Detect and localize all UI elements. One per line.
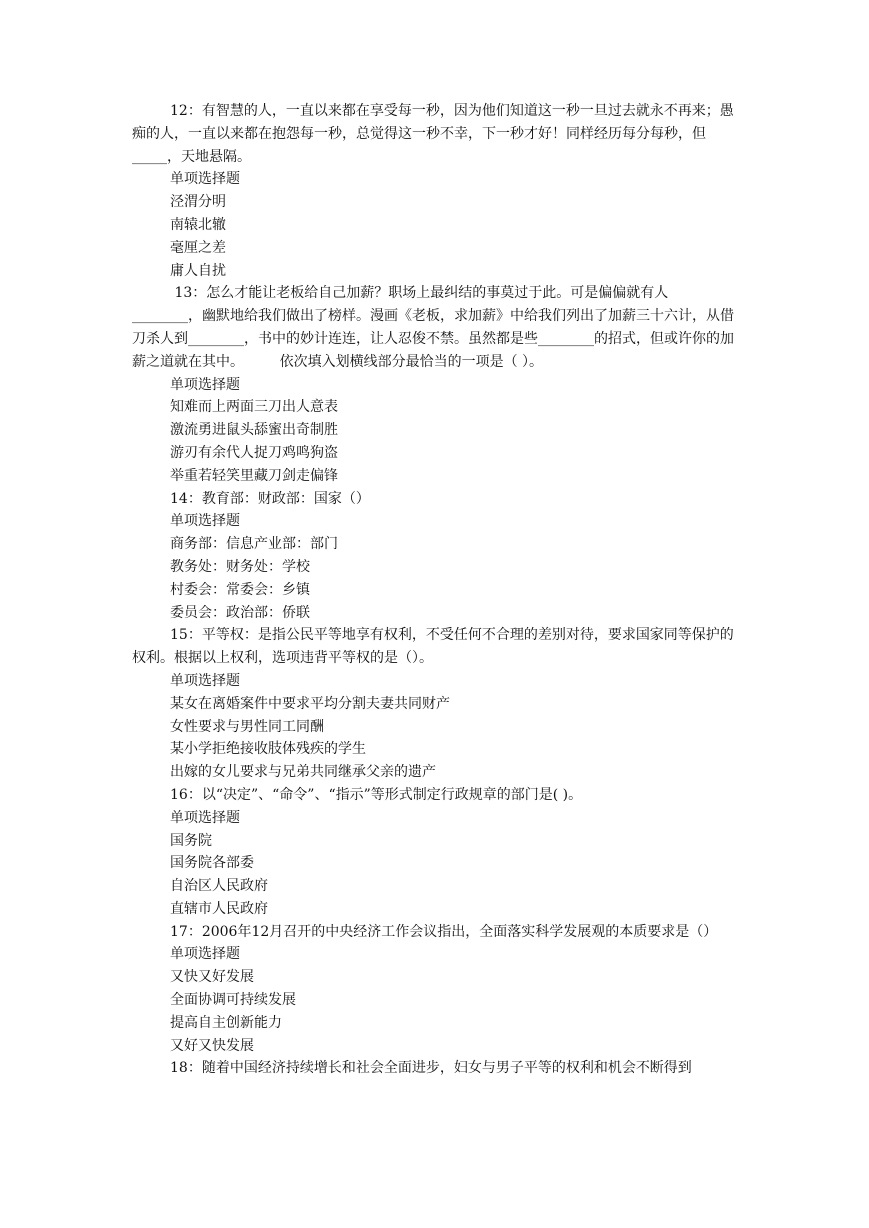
- option: 自治区人民政府: [170, 878, 268, 895]
- question-12: [132, 100, 738, 282]
- question-15: [132, 624, 738, 784]
- question-stem: 17：2006年12月召开的中央经济工作会议指出，全面落实科学发展观的本质要求是（）: [170, 923, 718, 940]
- option: 教务处：财务处：学校: [170, 558, 310, 575]
- option: 直辖市人民政府: [170, 900, 268, 917]
- option: 毫厘之差: [170, 239, 226, 256]
- option: 出嫁的女儿要求与兄弟共同继承父亲的遗产: [170, 764, 436, 781]
- question-14: [132, 488, 738, 625]
- question-16: [132, 784, 738, 921]
- question-stem: 14：教育部：财政部：国家（）: [170, 490, 370, 507]
- question-type: 单项选择题: [170, 672, 240, 689]
- question-type: 单项选择题: [170, 809, 240, 826]
- option: 又快又好发展: [170, 969, 254, 986]
- question-stem: 15：平等权：是指公民平等地享有权利，不受任何不合理的差别对待，要求国家同等保护的权利。根据以上权利，选项违背平等权的是（）。: [132, 627, 734, 667]
- option: 提高自主创新能力: [170, 1014, 282, 1031]
- option: 南辕北辙: [170, 216, 226, 233]
- question-18: [132, 1057, 738, 1080]
- option: 泾渭分明: [170, 194, 226, 211]
- option: 激流勇进鼠头舔蜜出奇制胜: [170, 422, 338, 439]
- question-stem: 12：有智慧的人，一直以来都在享受每一秒，因为他们知道这一秒一旦过去就永不再来；愚痴的人，一直以来都在抱怨每一秒，总觉得这一秒不幸，下一秒才好！同样经历每分每秒，但_____，天地悬隔。: [132, 103, 734, 165]
- question-stem: 16：以“决定”、“命令”、“指示”等形式制定行政规章的部门是( )。: [170, 786, 583, 803]
- option: 女性要求与男性同工同酬: [170, 718, 324, 735]
- option: 商务部：信息产业部：部门: [170, 536, 338, 553]
- option: 国务院各部委: [170, 855, 254, 872]
- question-type: 单项选择题: [170, 946, 240, 963]
- option: 全面协调可持续发展: [170, 992, 296, 1009]
- question-13: [132, 282, 738, 487]
- question-stem: 13：怎么才能让老板给自己加薪？职场上最纠结的事莫过于此。可是偏偏就有人________，幽默地给我们做出了榜样。漫画《老板，求加薪》中给我们列出了加薪三十六计，从借刀杀人到________，书中的妙计连连，让人忍俊不禁。虽然都是些________的招式，但或许你的加薪之道就在其中。 依次填入划横线部分最恰当的一项是（ ）。: [132, 285, 734, 370]
- option: 某女在离婚案件中要求平均分割夫妻共同财产: [170, 695, 450, 712]
- question-type: 单项选择题: [170, 376, 240, 393]
- option: 游刃有余代人捉刀鸡鸣狗盗: [170, 444, 338, 461]
- option: 举重若轻笑里藏刀剑走偏锋: [170, 467, 338, 484]
- question-type: 单项选择题: [170, 513, 240, 530]
- question-list: [132, 100, 738, 1080]
- option: 国务院: [170, 832, 212, 849]
- option: 又好又快发展: [170, 1037, 254, 1054]
- option: 知难而上两面三刀出人意表: [170, 399, 338, 416]
- question-type: 单项选择题: [170, 171, 240, 188]
- option: 村委会：常委会：乡镇: [170, 581, 310, 598]
- question-stem: 18：随着中国经济持续增长和社会全面进步，妇女与男子平等的权利和机会不断得到: [170, 1060, 692, 1077]
- question-17: [132, 921, 738, 1058]
- option: 某小学拒绝接收肢体残疾的学生: [170, 741, 366, 758]
- option: 庸人自扰: [170, 262, 226, 279]
- option: 委员会：政治部：侨联: [170, 604, 310, 621]
